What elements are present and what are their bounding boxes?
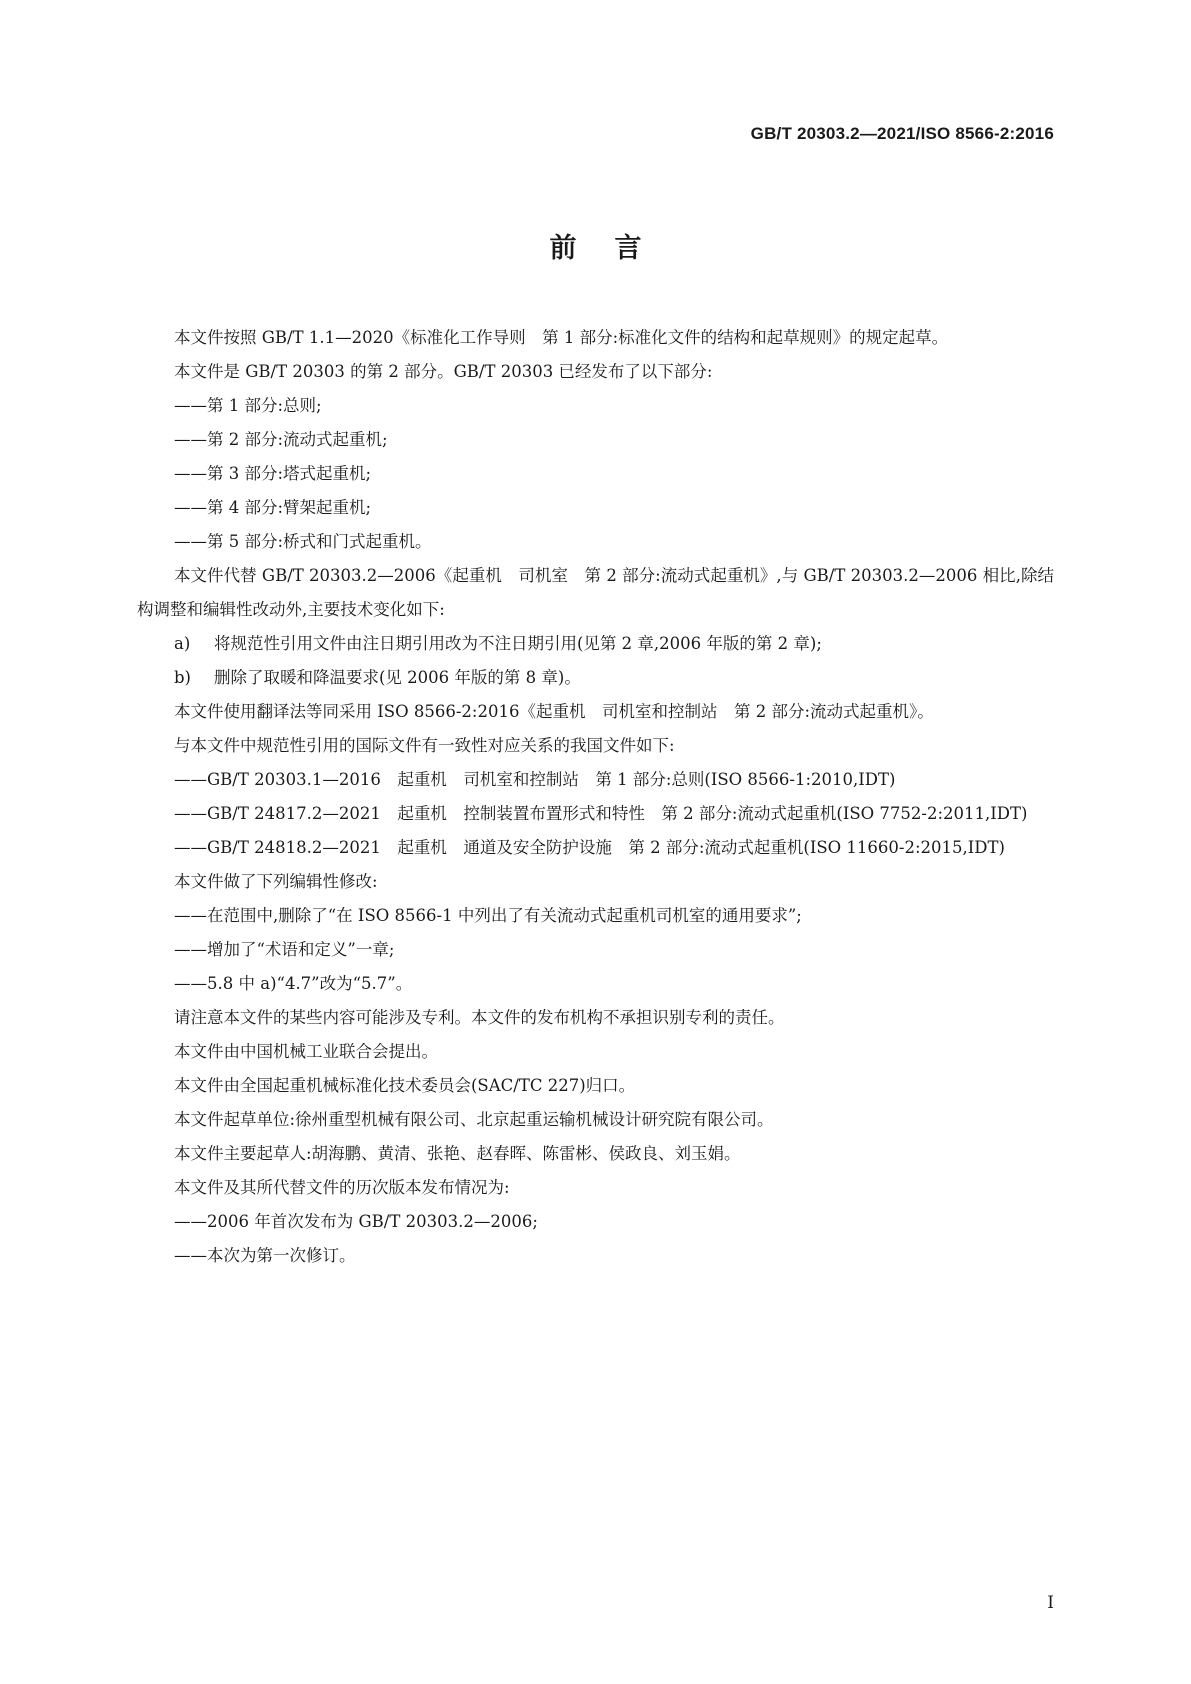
list-item: ——第 4 部分:臂架起重机; xyxy=(174,498,372,517)
paragraph-drafting-basis: 本文件按照 GB/T 1.1—2020《标准化工作导则 第 1 部分:标准化文件的结构和起草规则》的规定起草。 xyxy=(174,328,949,347)
history-item: ——2006 年首次发布为 GB/T 20303.2—2006; xyxy=(174,1212,538,1231)
correspondence-item: ——GB/T 20303.1—2016 起重机 司机室和控制站 第 1 部分:总则(ISO 8566-1:2010,IDT) xyxy=(174,770,896,789)
change-item-a xyxy=(137,627,1054,661)
list-item: ——第 3 部分:塔式起重机; xyxy=(174,464,372,483)
edit-item: ——增加了“术语和定义”一章; xyxy=(174,940,395,959)
paragraph-history-intro: 本文件及其所代替文件的历次版本发布情况为: xyxy=(174,1178,510,1197)
list-item: ——第 5 部分:桥式和门式起重机。 xyxy=(174,532,432,551)
history-item: ——本次为第一次修订。 xyxy=(174,1246,356,1265)
paragraph-drafting-units: 本文件起草单位:徐州重型机械有限公司、北京起重运输机械设计研究院有限公司。 xyxy=(174,1110,774,1129)
foreword-body xyxy=(137,321,1054,1273)
paragraph-correspondence-intro: 与本文件中规范性引用的国际文件有一致性对应关系的我国文件如下: xyxy=(174,736,675,755)
edit-item: ——在范围中,删除了“在 ISO 8566-1 中列出了有关流动式起重机司机室的通用要求”; xyxy=(174,906,802,925)
change-marker: a) xyxy=(174,634,191,653)
change-marker: b) xyxy=(174,668,191,687)
paragraph-part-info: 本文件是 GB/T 20303 的第 2 部分。GB/T 20303 已经发布了以下部分: xyxy=(174,362,713,381)
standard-code-header: GB/T 20303.2—2021/ISO 8566-2:2016 xyxy=(750,124,1054,143)
list-item: ——第 2 部分:流动式起重机; xyxy=(174,430,388,449)
edit-item: ——5.8 中 a)“4.7”改为“5.7”。 xyxy=(174,974,413,993)
paragraph-adoption: 本文件使用翻译法等同采用 ISO 8566-2:2016《起重机 司机室和控制站 第 2 部分:流动式起重机》。 xyxy=(174,702,934,721)
paragraph-replacement: 本文件代替 GB/T 20303.2—2006《起重机 司机室 第 2 部分:流动式起重机》,与 GB/T 20303.2—2006 相比,除结构调整和编辑性改动外,主要技术变化如下: xyxy=(137,566,1054,619)
paragraph-edits-intro: 本文件做了下列编辑性修改: xyxy=(174,872,378,891)
page-title: 前言 xyxy=(549,233,680,264)
page-number: I xyxy=(1047,1593,1054,1613)
paragraph-proposer: 本文件由中国机械工业联合会提出。 xyxy=(174,1042,438,1061)
paragraph-committee: 本文件由全国起重机械标准化技术委员会(SAC/TC 227)归口。 xyxy=(174,1076,636,1095)
correspondence-item: ——GB/T 24817.2—2021 起重机 控制装置布置形式和特性 第 2 部分:流动式起重机(ISO 7752-2:2011,IDT) xyxy=(174,804,1028,823)
paragraph-patent-notice: 请注意本文件的某些内容可能涉及专利。本文件的发布机构不承担识别专利的责任。 xyxy=(174,1008,785,1027)
change-text: 将规范性引用文件由注日期引用改为不注日期引用(见第 2 章,2006 年版的第 2 章); xyxy=(214,634,822,653)
list-item: ——第 1 部分:总则; xyxy=(174,396,322,415)
change-text: 删除了取暖和降温要求(见 2006 年版的第 8 章)。 xyxy=(214,668,581,687)
correspondence-item: ——GB/T 24818.2—2021 起重机 通道及安全防护设施 第 2 部分:流动式起重机(ISO 11660-2:2015,IDT) xyxy=(174,838,1005,857)
paragraph-drafters: 本文件主要起草人:胡海鹏、黄清、张艳、赵春晖、陈雷彬、侯政良、刘玉娟。 xyxy=(174,1144,741,1163)
change-item-b xyxy=(137,661,1054,695)
